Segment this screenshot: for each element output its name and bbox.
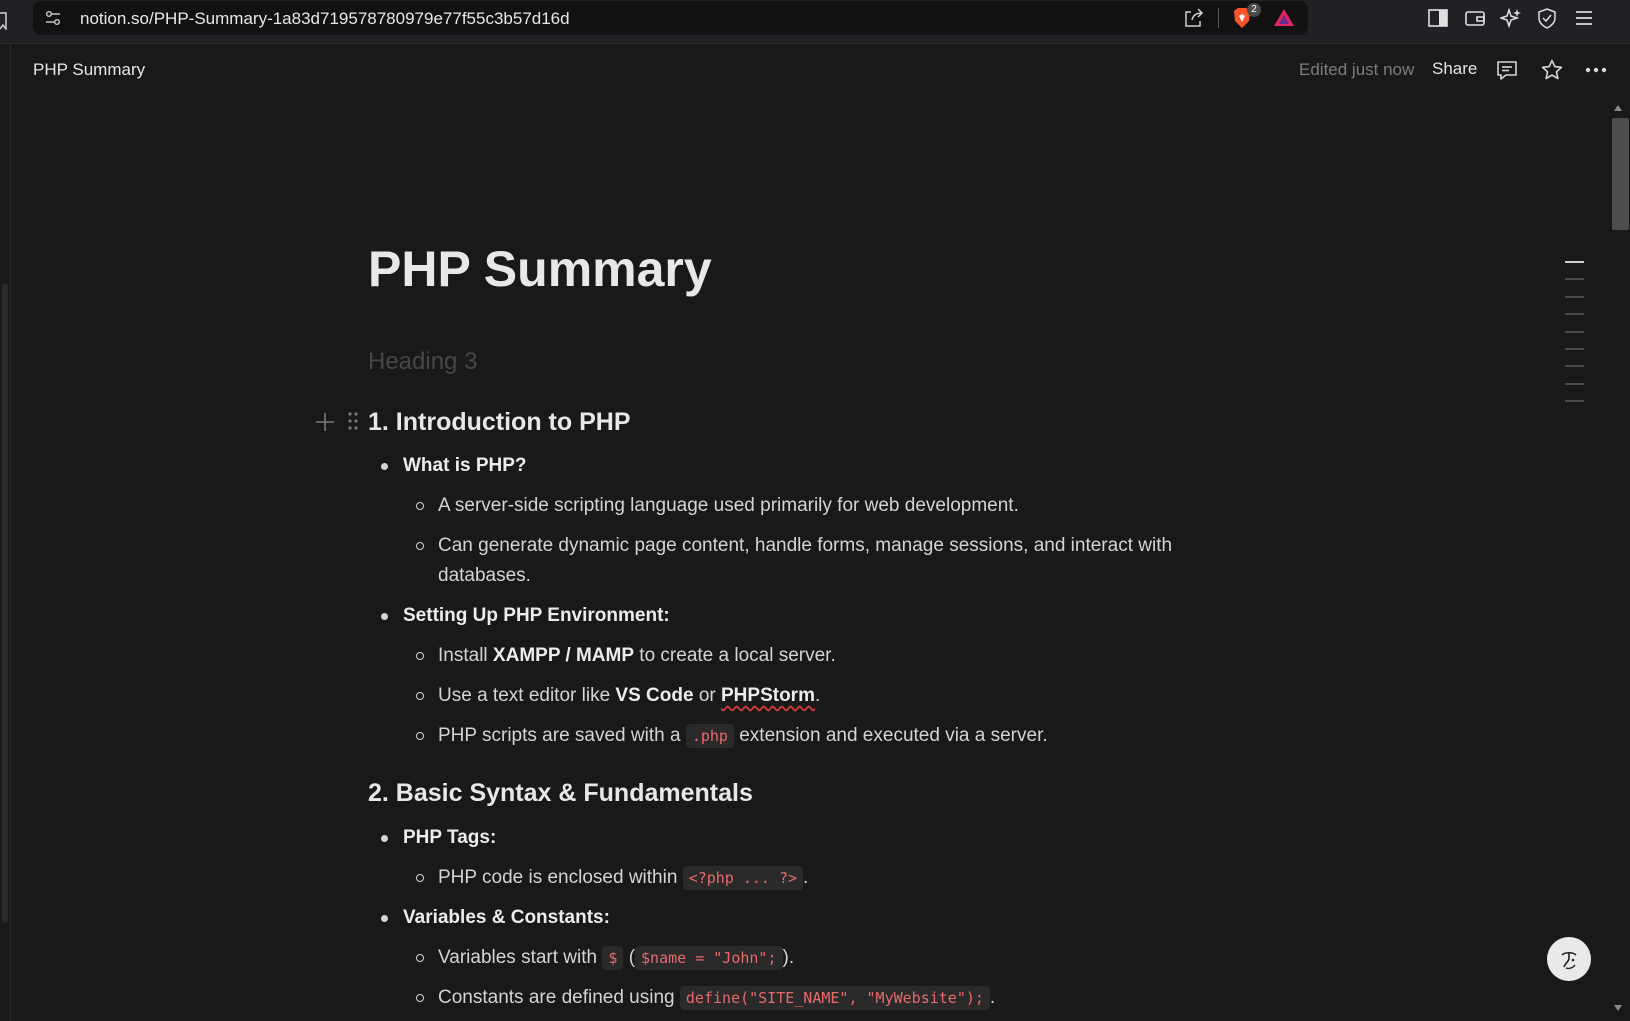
bullet-text: Can generate dynamic page content, handle forms, manage sessions, and interact with databases.: [438, 535, 1173, 586]
breadcrumb-page[interactable]: PHP Summary: [33, 60, 146, 79]
vpn-shield-icon[interactable]: [1536, 7, 1558, 29]
text-run: Install: [438, 645, 493, 666]
block-handles: [316, 411, 362, 433]
favorite-star-icon[interactable]: [1540, 58, 1564, 82]
address-bar[interactable]: [33, 1, 1308, 35]
browser-toolbar: [0, 0, 1630, 44]
site-settings-icon[interactable]: [44, 9, 62, 27]
sub-bullet-item[interactable]: [438, 531, 1218, 591]
toolbar-divider: [1218, 8, 1219, 28]
sub-bullet-item[interactable]: [438, 983, 1218, 1013]
more-options-icon[interactable]: [1584, 58, 1608, 82]
text-run: .: [803, 867, 809, 888]
text-run: to create a local server.: [634, 645, 836, 666]
edited-status: Edited just now: [1299, 60, 1415, 79]
inline-code: .php: [686, 724, 734, 748]
inline-code: $: [602, 946, 623, 970]
sidebar-edge[interactable]: [0, 43, 11, 1021]
toc-marker[interactable]: [1565, 348, 1584, 350]
brave-rewards-icon[interactable]: [1273, 7, 1295, 29]
bullet-item[interactable]: [403, 903, 610, 933]
bullet-item[interactable]: [403, 451, 527, 481]
toc-marker[interactable]: [1565, 331, 1584, 333]
bullet-label: What is PHP?: [403, 455, 527, 476]
page-title[interactable]: PHP Summary: [368, 241, 712, 297]
bookmark-icon[interactable]: [0, 12, 8, 30]
toc-marker[interactable]: [1565, 383, 1584, 385]
sidebar-resize-handle[interactable]: [2, 283, 8, 923]
bold-text: XAMPP / MAMP: [492, 645, 635, 666]
sub-bullet-item[interactable]: [438, 863, 1218, 893]
table-of-contents-minimap[interactable]: [1565, 261, 1585, 418]
inline-code: $name = "John";: [635, 946, 782, 970]
text-run: .: [814, 685, 821, 706]
notion-topbar: [10, 43, 1630, 99]
section-heading[interactable]: 1. Introduction to PHP: [368, 408, 631, 436]
toc-marker[interactable]: [1565, 400, 1584, 402]
share-page-icon[interactable]: [1183, 7, 1205, 29]
bullet-label: Variables & Constants:: [403, 907, 610, 928]
bullet-item[interactable]: [403, 823, 496, 853]
text-run: Use a text editor like: [438, 685, 616, 706]
bullet-text: A server-side scripting language used primarily for web development.: [438, 495, 1019, 516]
toc-marker[interactable]: [1565, 365, 1584, 367]
text-run: .: [989, 987, 996, 1008]
share-button[interactable]: Share: [1432, 59, 1478, 78]
wallet-icon[interactable]: [1464, 7, 1486, 29]
section-heading[interactable]: 2. Basic Syntax & Fundamentals: [368, 779, 753, 807]
bullet-label: PHP Tags:: [403, 827, 497, 848]
bold-text: VS Code: [615, 685, 694, 706]
text-run: (: [623, 947, 636, 968]
empty-heading-placeholder[interactable]: Heading 3: [368, 348, 478, 375]
text-run: Variables start with: [438, 947, 603, 968]
toc-marker[interactable]: [1565, 296, 1584, 298]
sub-bullet-item[interactable]: [438, 721, 1218, 751]
toc-marker[interactable]: [1565, 313, 1584, 315]
sidebar-toggle-icon[interactable]: [1427, 7, 1449, 29]
notion-ai-face-icon: [1556, 946, 1582, 972]
shields-count-badge: 2: [1247, 3, 1261, 17]
text-run: Constants are defined using: [438, 987, 680, 1008]
menu-icon[interactable]: [1573, 7, 1595, 29]
scrollbar-thumb[interactable]: [1612, 118, 1629, 230]
scroll-up-arrow[interactable]: [1614, 105, 1622, 111]
scroll-down-arrow[interactable]: [1614, 1005, 1622, 1011]
drag-handle-icon[interactable]: [348, 412, 357, 429]
text-run: PHP code is enclosed within: [438, 867, 683, 888]
inline-code: <?php ... ?>: [683, 866, 803, 890]
add-block-icon[interactable]: [316, 413, 334, 431]
comments-icon[interactable]: [1495, 58, 1519, 82]
bullet-item[interactable]: [403, 601, 670, 631]
leo-ai-icon[interactable]: [1500, 7, 1522, 29]
sub-bullet-item[interactable]: [438, 491, 1218, 521]
text-run: ).: [782, 947, 795, 968]
text-run: PHP scripts are saved with a: [438, 725, 686, 746]
url-text[interactable]: notion.so/PHP-Summary-1a83d719578780979e77f55c3b57d16d: [80, 9, 570, 28]
help-button[interactable]: [1547, 937, 1591, 981]
sub-bullet-item[interactable]: [438, 641, 1218, 671]
sub-bullet-item[interactable]: [438, 681, 1218, 711]
bullet-label: Setting Up PHP Environment:: [403, 605, 670, 626]
text-run: or: [693, 685, 721, 706]
inline-code: define("SITE_NAME", "MyWebsite");: [680, 986, 990, 1010]
sub-bullet-item[interactable]: [438, 943, 1218, 973]
toc-marker[interactable]: [1565, 261, 1584, 263]
toc-marker[interactable]: [1565, 278, 1584, 280]
misspelled-bold-text: PHPStorm: [721, 685, 815, 706]
text-run: extension and executed via a server.: [739, 725, 1048, 746]
